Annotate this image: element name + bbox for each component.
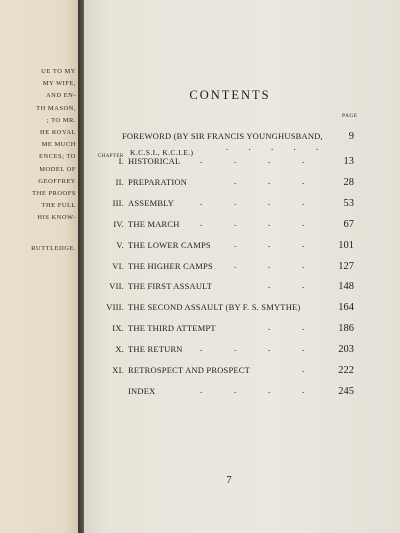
chapter-title: ASSEMBLY (128, 197, 175, 208)
entry-page-number: 28 (343, 176, 354, 188)
leader-dot: . (268, 175, 271, 186)
leader-dot: . (234, 155, 237, 165)
leader-dot: . (268, 259, 271, 270)
leader-dot: . (234, 259, 237, 270)
chapter-entry (84, 344, 400, 358)
chapter-title: THE SECOND ASSAULT (BY F. S. SMYTHE) (128, 302, 301, 313)
leader-dot: . (200, 155, 203, 165)
page-column-heading: PAGE (342, 113, 358, 119)
left-page-line: AND EN- (45, 92, 76, 100)
leader-dot: . (200, 384, 203, 395)
chapter-entry (84, 219, 400, 233)
chapter-entry (84, 177, 400, 191)
leader-dot: . (302, 364, 305, 374)
entry-page-number: 148 (338, 281, 354, 293)
entry-page-number: 164 (338, 302, 354, 314)
chapter-entry (84, 156, 400, 170)
left-page-line: RUTTLEDGE. (31, 244, 76, 252)
foreword-page: 9 (348, 131, 354, 142)
chapter-number: VII. (109, 281, 124, 292)
entry-label (98, 156, 180, 166)
foreword-subtitle: K.C.S.I., K.C.I.E.) (130, 148, 194, 157)
chapter-entry (84, 281, 400, 295)
leader-dot: . (234, 175, 237, 186)
entry-page-number: 13 (343, 156, 354, 167)
left-page-line: TH MASON, (36, 104, 76, 112)
entry-label (98, 323, 216, 333)
left-page-line: ; TO MR. (46, 116, 76, 124)
leader-dot: . (234, 238, 237, 249)
leader-dot: . (302, 196, 305, 207)
chapter-title: THE LOWER CAMPS (128, 239, 211, 250)
chapter-title: THE MARCH (128, 218, 180, 229)
entry-label (98, 386, 155, 396)
leader-dot: . (234, 217, 237, 228)
chapter-title: PREPARATION (128, 176, 188, 187)
entry-page-number: 53 (343, 197, 354, 209)
index-entry (84, 386, 400, 400)
leader-dot: . (268, 322, 271, 333)
chapter-entry (84, 323, 400, 337)
entry-page-number: 127 (338, 260, 354, 272)
entry-label (98, 281, 212, 291)
leader-dot: . (302, 217, 305, 228)
chapter-entry (84, 365, 400, 379)
leader-dot: . (302, 280, 305, 291)
leader-dot: . (200, 343, 203, 354)
leader-dot: . (234, 343, 237, 354)
chapter-title: HISTORICAL (128, 156, 181, 166)
chapter-entry (84, 261, 400, 275)
chapter-title: THE RETURN (128, 344, 183, 355)
chapter-title: RETROSPECT AND PROSPECT (128, 365, 251, 375)
page-number: 7 (226, 474, 232, 486)
left-page-line: GEOFFREY (38, 177, 76, 185)
entry-label (98, 240, 211, 250)
entry-label (98, 365, 250, 375)
leader-dot: . (268, 343, 271, 354)
left-page-line: MY WIFE, (42, 80, 76, 88)
chapter-title: THE THIRD ATTEMPT (128, 323, 216, 334)
chapter-number: V. (116, 239, 124, 250)
left-page (0, 0, 80, 533)
left-page-line: MODEL OF (39, 165, 76, 173)
left-page-line: THE PROOFS (32, 190, 76, 197)
foreword-label: FOREWORD (BY SIR FRANCIS YOUNGHUSBAND, (122, 131, 323, 141)
entry-label (98, 177, 187, 187)
leader-dot: . (302, 175, 305, 186)
left-page-line: UE TO MY (41, 68, 76, 75)
left-page-line: ME MUCH (41, 141, 76, 149)
left-page-line: ENCES; TO (39, 153, 76, 161)
leader-dot: . (200, 196, 203, 207)
chapter-number: II. (115, 176, 124, 187)
entry-page-number: 67 (343, 218, 354, 230)
leader-dot: . (268, 384, 271, 395)
entry-page-number: 101 (338, 239, 354, 251)
leader-dot: . (302, 238, 305, 249)
chapter-number: I. (118, 156, 124, 166)
chapter-number: VIII. (106, 302, 124, 313)
contents-title: CONTENTS (189, 88, 271, 102)
foreword-leader (84, 143, 400, 157)
chapter-column-heading: CHAPTER (98, 154, 124, 159)
chapter-number: X. (115, 344, 124, 355)
leader-dot: . (302, 155, 305, 165)
chapter-entry (84, 198, 400, 212)
leader-dot: . (302, 384, 305, 395)
chapter-number: IV. (113, 218, 124, 229)
leader-dot: . (302, 259, 305, 270)
entry-label (98, 302, 300, 312)
chapter-entry (84, 302, 400, 316)
entry-page-number: 222 (338, 365, 354, 376)
entry-label (98, 219, 180, 229)
leader-dot: . (200, 217, 203, 228)
chapter-number: III. (112, 197, 124, 208)
entry-page-number: 203 (338, 344, 354, 356)
contents-page (84, 0, 400, 533)
leader-dots: . . . . . (226, 142, 328, 152)
entry-page-number: 186 (338, 323, 354, 335)
chapter-number: IX. (112, 323, 124, 334)
chapter-title: THE HIGHER CAMPS (128, 260, 213, 271)
chapter-entry (84, 240, 400, 254)
entry-label (98, 344, 183, 354)
leader-dot: . (268, 238, 271, 249)
entry-label (98, 261, 213, 271)
chapter-title: THE FIRST ASSAULT (128, 281, 213, 292)
entry-label (98, 198, 174, 208)
leader-dot: . (234, 384, 237, 395)
left-page-line: HIS KNOW- (37, 214, 76, 222)
chapter-number: XI. (112, 365, 124, 375)
leader-dot: . (302, 322, 305, 333)
entry-page-number: 245 (338, 385, 354, 397)
left-page-line: THE FULL (41, 202, 76, 210)
chapter-number: VI. (112, 260, 124, 271)
left-page-line: HE ROYAL (40, 129, 76, 136)
chapter-title: INDEX (128, 385, 156, 396)
leader-dot: . (302, 343, 305, 354)
leader-dot: . (268, 280, 271, 291)
leader-dot: . (268, 155, 271, 165)
leader-dot: . (268, 196, 271, 207)
leader-dot: . (234, 196, 237, 207)
leader-dot: . (268, 217, 271, 228)
